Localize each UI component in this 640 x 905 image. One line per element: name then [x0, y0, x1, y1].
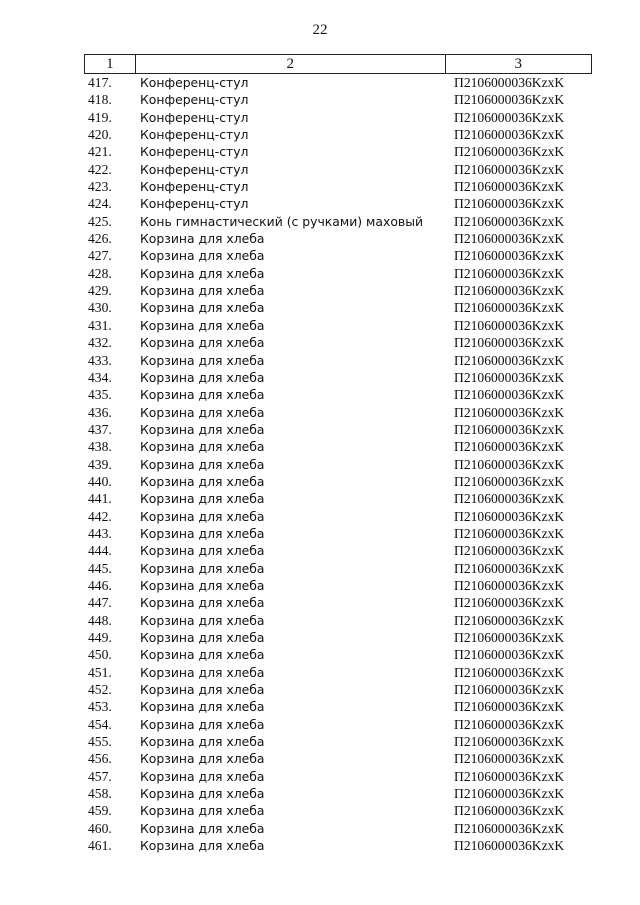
item-code: П2106000036KzxK: [454, 473, 565, 489]
item-code: П2106000036KzxK: [454, 525, 565, 541]
row-number: 457.: [88, 768, 112, 784]
item-name: Конференц-стул: [140, 109, 249, 125]
table-row: [84, 577, 592, 594]
item-code: П2106000036KzxK: [454, 577, 565, 593]
item-name: Корзина для хлеба: [140, 369, 265, 385]
row-number: 432.: [88, 335, 112, 351]
table-row: [84, 213, 592, 230]
row-number: 418.: [88, 92, 112, 108]
table-row: [84, 629, 592, 646]
table-row: [84, 74, 592, 91]
item-name: Корзина для хлеба: [140, 439, 265, 455]
item-code: П2106000036KzxK: [454, 213, 565, 229]
table-row: [84, 230, 592, 247]
table-row: [84, 664, 592, 681]
row-number: 426.: [88, 231, 112, 247]
row-number: 425.: [88, 213, 112, 229]
item-code: П2106000036KzxK: [454, 179, 565, 195]
item-code: П2106000036KzxK: [454, 144, 565, 160]
column-header-1: 1: [85, 55, 136, 73]
row-number: 424.: [88, 196, 112, 212]
item-name: Конь гимнастический (с ручками) маховый: [140, 213, 424, 229]
item-name: Корзина для хлеба: [140, 820, 265, 836]
row-number: 444.: [88, 543, 112, 559]
item-code: П2106000036KzxK: [454, 560, 565, 576]
item-name: Корзина для хлеба: [140, 647, 265, 663]
item-name: Корзина для хлеба: [140, 682, 265, 698]
table-row: [84, 404, 592, 421]
row-number: 439.: [88, 456, 112, 472]
row-number: 440.: [88, 473, 112, 489]
row-number: 461.: [88, 838, 112, 854]
row-number: 455.: [88, 734, 112, 750]
item-name: Корзина для хлеба: [140, 473, 265, 489]
item-name: Корзина для хлеба: [140, 491, 265, 507]
item-name: Корзина для хлеба: [140, 508, 265, 524]
item-name: Корзина для хлеба: [140, 560, 265, 576]
row-number: 442.: [88, 508, 112, 524]
item-name: Корзина для хлеба: [140, 595, 265, 611]
row-number: 451.: [88, 664, 112, 680]
row-number: 450.: [88, 647, 112, 663]
item-name: Корзина для хлеба: [140, 352, 265, 368]
row-number: 448.: [88, 612, 112, 628]
item-code: П2106000036KzxK: [454, 231, 565, 247]
item-name: Корзина для хлеба: [140, 664, 265, 680]
item-name: Корзина для хлеба: [140, 768, 265, 784]
item-code: П2106000036KzxK: [454, 439, 565, 455]
table-row: [84, 612, 592, 629]
item-name: Корзина для хлеба: [140, 838, 265, 854]
row-number: 437.: [88, 421, 112, 437]
item-code: П2106000036KzxK: [454, 647, 565, 663]
item-name: Корзина для хлеба: [140, 404, 265, 420]
item-name: Корзина для хлеба: [140, 456, 265, 472]
table-row: [84, 594, 592, 611]
item-name: Конференц-стул: [140, 196, 249, 212]
table-row: [84, 143, 592, 160]
item-code: П2106000036KzxK: [454, 768, 565, 784]
item-name: Корзина для хлеба: [140, 786, 265, 802]
row-number: 429.: [88, 283, 112, 299]
table-row: [84, 178, 592, 195]
page-number: 22: [312, 22, 328, 38]
table-row: [84, 109, 592, 126]
item-code: П2106000036KzxK: [454, 352, 565, 368]
item-code: П2106000036KzxK: [454, 109, 565, 125]
table-body: [84, 74, 592, 854]
table-row: [84, 282, 592, 299]
item-name: Корзина для хлеба: [140, 421, 265, 437]
table-row: [84, 369, 592, 386]
item-name: Корзина для хлеба: [140, 248, 265, 264]
column-header-2: 2: [136, 55, 446, 73]
inventory-table: [84, 54, 592, 854]
item-code: П2106000036KzxK: [454, 838, 565, 854]
item-code: П2106000036KzxK: [454, 300, 565, 316]
item-code: П2106000036KzxK: [454, 786, 565, 802]
table-row: [84, 837, 592, 854]
item-name: Корзина для хлеба: [140, 265, 265, 281]
item-name: Конференц-стул: [140, 92, 249, 108]
item-code: П2106000036KzxK: [454, 421, 565, 437]
item-name: Корзина для хлеба: [140, 803, 265, 819]
item-code: П2106000036KzxK: [454, 664, 565, 680]
row-number: 417.: [88, 75, 112, 90]
row-number: 446.: [88, 577, 112, 593]
item-name: Конференц-стул: [140, 144, 249, 160]
item-code: П2106000036KzxK: [454, 820, 565, 836]
table-row: [84, 161, 592, 178]
item-name: Корзина для хлеба: [140, 387, 265, 403]
item-name: Корзина для хлеба: [140, 335, 265, 351]
row-number: 447.: [88, 595, 112, 611]
row-number: 445.: [88, 560, 112, 576]
row-number: 428.: [88, 265, 112, 281]
table-row: [84, 525, 592, 542]
row-number: 459.: [88, 803, 112, 819]
row-number: 453.: [88, 699, 112, 715]
row-number: 427.: [88, 248, 112, 264]
item-code: П2106000036KzxK: [454, 335, 565, 351]
item-code: П2106000036KzxK: [454, 248, 565, 264]
item-name: Корзина для хлеба: [140, 543, 265, 559]
table-row: [84, 646, 592, 663]
row-number: 434.: [88, 369, 112, 385]
table-row: [84, 560, 592, 577]
table-row: [84, 820, 592, 837]
table-row: [84, 508, 592, 525]
item-name: Корзина для хлеба: [140, 612, 265, 628]
row-number: 421.: [88, 144, 112, 160]
item-code: П2106000036KzxK: [454, 543, 565, 559]
row-number: 458.: [88, 786, 112, 802]
item-code: П2106000036KzxK: [454, 317, 565, 333]
item-code: П2106000036KzxK: [454, 595, 565, 611]
table-row: [84, 768, 592, 785]
table-row: [84, 802, 592, 819]
table-row: [84, 386, 592, 403]
row-number: 431.: [88, 317, 112, 333]
table-row: [84, 334, 592, 351]
item-name: Корзина для хлеба: [140, 734, 265, 750]
item-code: П2106000036KzxK: [454, 682, 565, 698]
item-name: Конференц-стул: [140, 127, 249, 143]
item-code: П2106000036KzxK: [454, 734, 565, 750]
row-number: 443.: [88, 525, 112, 541]
table-row: [84, 91, 592, 108]
item-code: П2106000036KzxK: [454, 699, 565, 715]
table-row: [84, 317, 592, 334]
item-name: Корзина для хлеба: [140, 317, 265, 333]
item-code: П2106000036KzxK: [454, 127, 565, 143]
item-code: П2106000036KzxK: [454, 265, 565, 281]
item-name: Корзина для хлеба: [140, 699, 265, 715]
row-number: 430.: [88, 300, 112, 316]
item-name: Конференц-стул: [140, 75, 249, 90]
table-row: [84, 456, 592, 473]
row-number: 423.: [88, 179, 112, 195]
row-number: 422.: [88, 161, 112, 177]
row-number: 460.: [88, 820, 112, 836]
item-code: П2106000036KzxK: [454, 196, 565, 212]
item-code: П2106000036KzxK: [454, 456, 565, 472]
item-name: Корзина для хлеба: [140, 231, 265, 247]
item-name: Корзина для хлеба: [140, 716, 265, 732]
table-row: [84, 438, 592, 455]
item-name: Корзина для хлеба: [140, 283, 265, 299]
table-row: [84, 750, 592, 767]
row-number: 420.: [88, 127, 112, 143]
item-code: П2106000036KzxK: [454, 369, 565, 385]
row-number: 456.: [88, 751, 112, 767]
table-row: [84, 352, 592, 369]
table-row: [84, 698, 592, 715]
item-name: Корзина для хлеба: [140, 300, 265, 316]
table-row: [84, 421, 592, 438]
table-row: [84, 126, 592, 143]
table-row: [84, 785, 592, 802]
item-name: Корзина для хлеба: [140, 630, 265, 645]
item-code: П2106000036KzxK: [454, 92, 565, 108]
table-row: [84, 716, 592, 733]
item-name: Корзина для хлеба: [140, 525, 265, 541]
row-number: 435.: [88, 387, 112, 403]
item-code: П2106000036KzxK: [454, 387, 565, 403]
table-row: [84, 542, 592, 559]
row-number: 452.: [88, 682, 112, 698]
item-name: Корзина для хлеба: [140, 751, 265, 767]
row-number: 438.: [88, 439, 112, 455]
item-name: Корзина для хлеба: [140, 577, 265, 593]
item-code: П2106000036KzxK: [454, 161, 565, 177]
table-row: [84, 265, 592, 282]
table-row: [84, 733, 592, 750]
column-header-3: 3: [514, 56, 523, 72]
item-code: П2106000036KzxK: [454, 491, 565, 507]
row-number: 419.: [88, 109, 112, 125]
row-number: 454.: [88, 716, 112, 732]
table-row: [84, 681, 592, 698]
row-number: 436.: [88, 404, 112, 420]
item-code: П2106000036KzxK: [454, 716, 565, 732]
table-row: [84, 195, 592, 212]
item-code: П2106000036KzxK: [454, 803, 565, 819]
item-code: П2106000036KzxK: [454, 751, 565, 767]
table-header-row: [84, 54, 592, 74]
item-name: Конференц-стул: [140, 179, 249, 195]
table-row: [84, 490, 592, 507]
item-code: П2106000036KzxK: [454, 630, 565, 645]
item-name: Конференц-стул: [140, 161, 249, 177]
table-row: [84, 473, 592, 490]
row-number: 433.: [88, 352, 112, 368]
table-row: [84, 299, 592, 316]
item-code: П2106000036KzxK: [454, 404, 565, 420]
row-number: 449.: [88, 630, 112, 645]
item-code: П2106000036KzxK: [454, 283, 565, 299]
item-code: П2106000036KzxK: [454, 612, 565, 628]
item-code: П2106000036KzxK: [454, 508, 565, 524]
row-number: 441.: [88, 491, 112, 507]
item-code: П2106000036KzxK: [454, 75, 565, 90]
table-row: [84, 247, 592, 264]
